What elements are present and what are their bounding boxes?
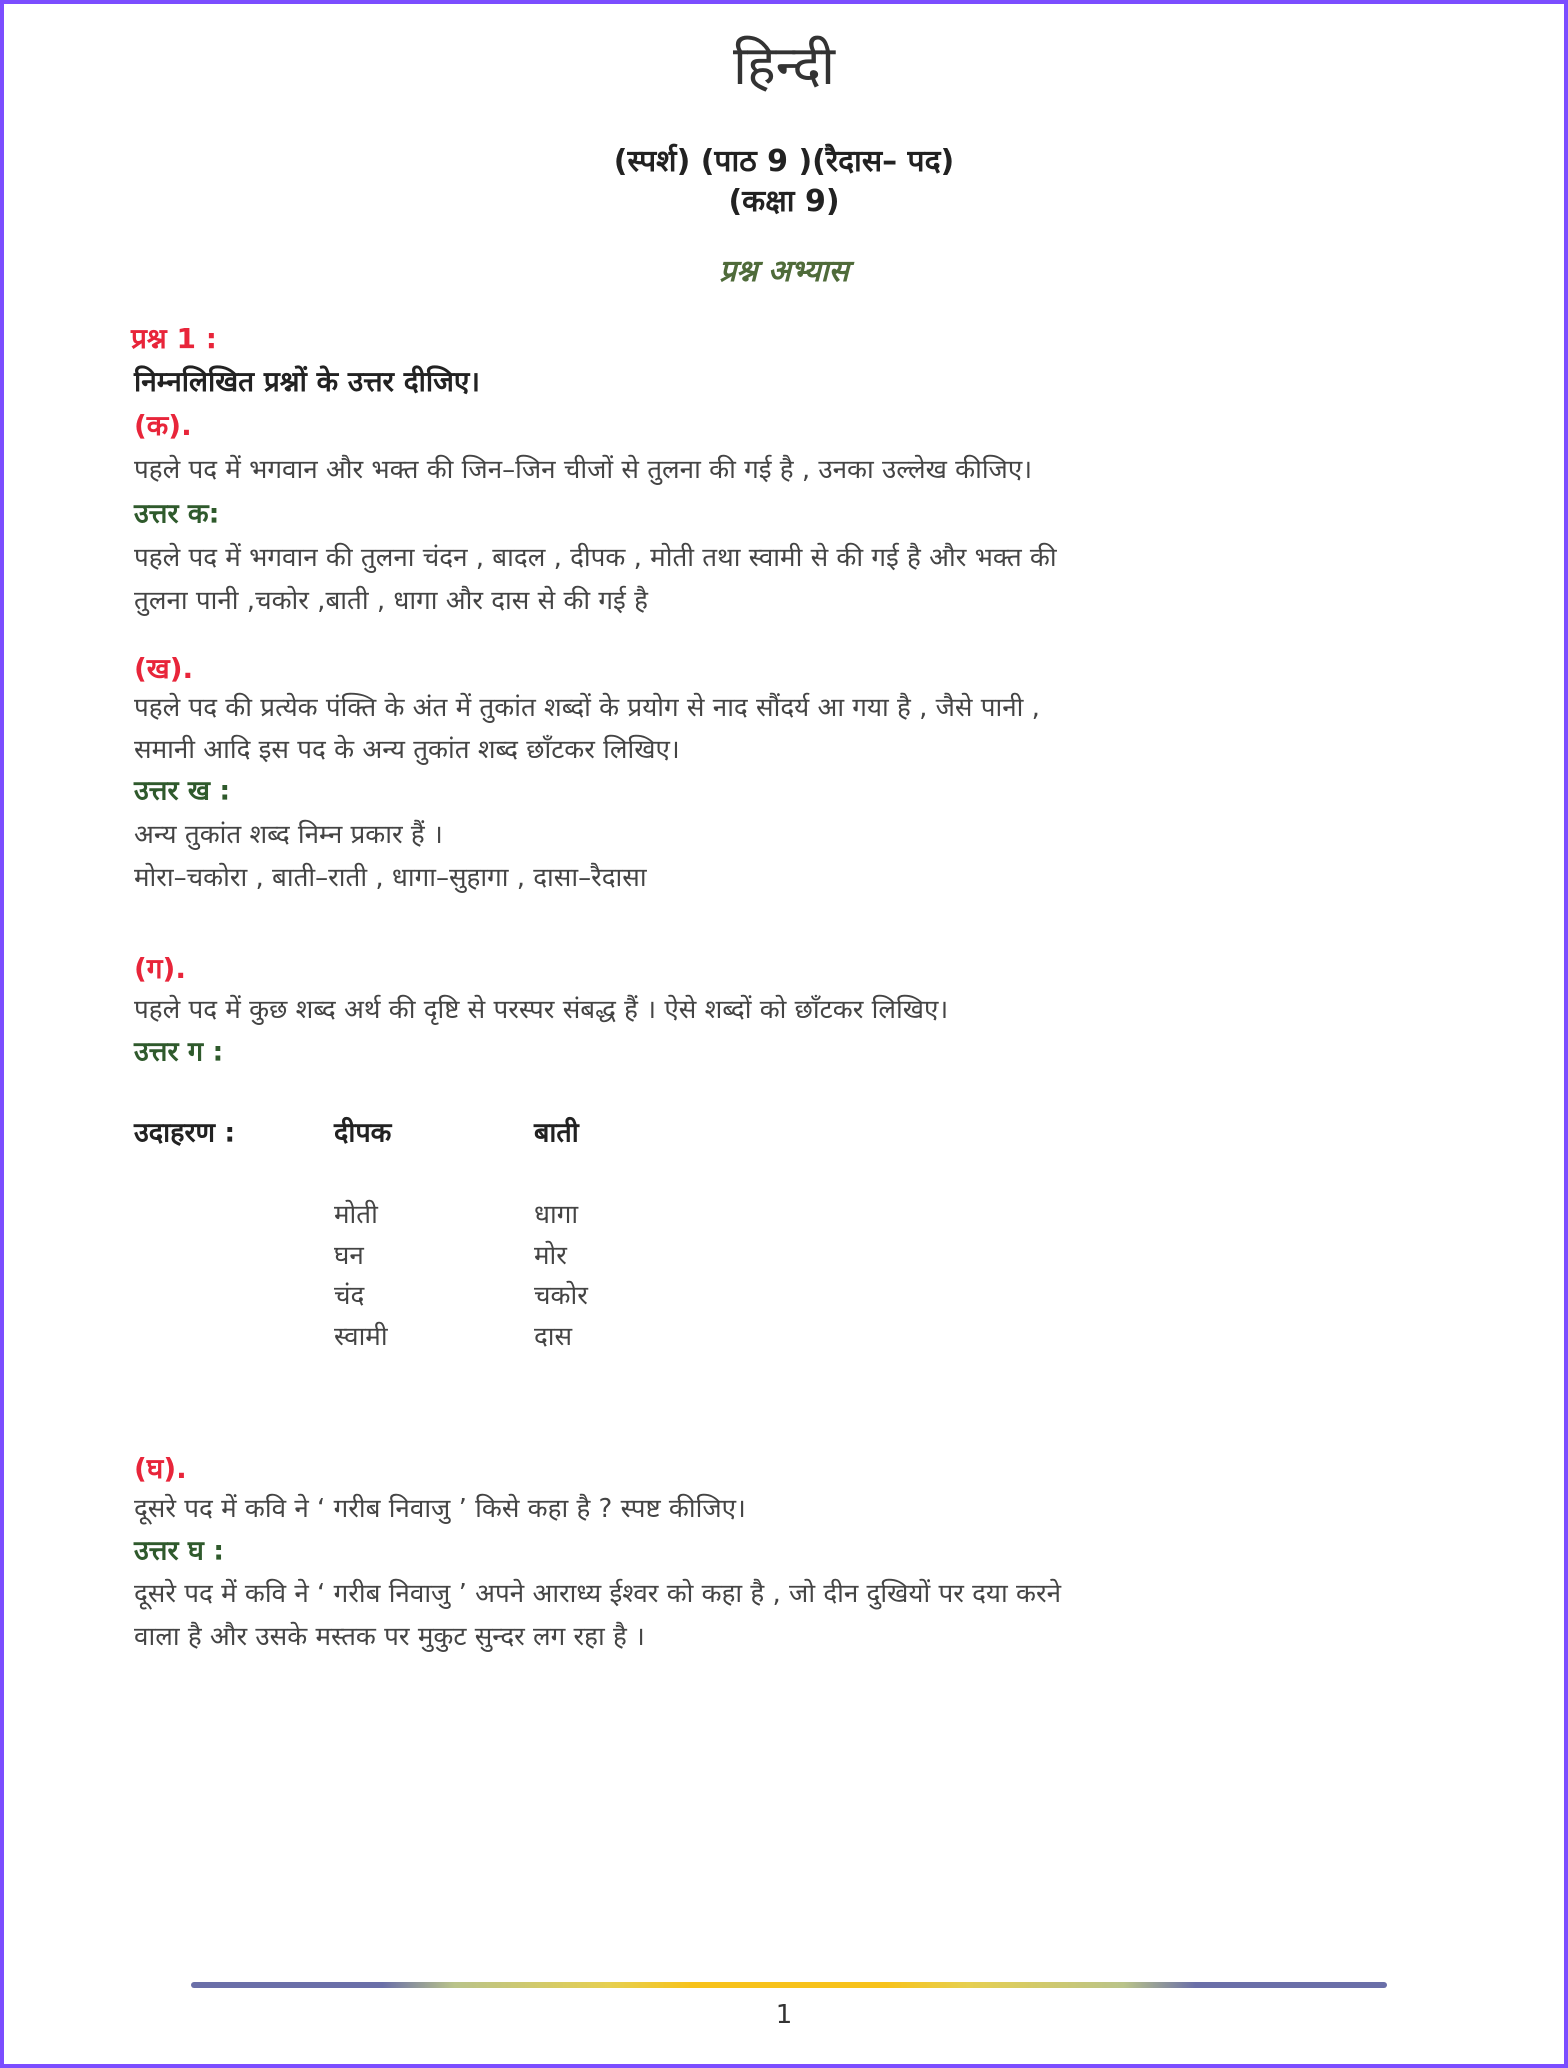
- part-question-kha: पहले पद की प्रत्येक पंक्ति के अंत में तुकांत शब्दों के प्रयोग से नाद सौंदर्य आ गया है , जैसे पानी ,: [134, 693, 1040, 723]
- part-question-kha: समानी आदि इस पद के अन्य तुकांत शब्द छाँटकर लिखिए।: [134, 735, 680, 765]
- example-col2-header: बाती: [534, 1117, 579, 1149]
- example-cell: मोर: [534, 1241, 567, 1271]
- answer-label-ga: उत्तर ग :: [134, 1036, 224, 1068]
- part-label-gha: (घ).: [134, 1452, 187, 1485]
- part-label-kha: (ख).: [134, 652, 194, 685]
- lesson-subtitle: (स्पर्श) (पाठ 9 )(रैदास– पद): [613, 144, 955, 179]
- part-label-ga: (ग).: [134, 952, 186, 985]
- part-label-ka: (क).: [134, 409, 192, 442]
- example-cell: स्वामी: [334, 1322, 388, 1352]
- example-col1-header: दीपक: [334, 1117, 392, 1149]
- answer-text-ka: तुलना पानी ,चकोर ,बाती , धागा और दास से की गई है: [134, 586, 648, 616]
- example-cell: धागा: [534, 1200, 579, 1230]
- example-label: उदाहरण :: [134, 1117, 236, 1149]
- part-question-ga: पहले पद में कुछ शब्द अर्थ की दृष्टि से परस्पर संबद्ध हैं । ऐसे शब्दों को छाँटकर लिखिए।: [134, 995, 949, 1025]
- page-title: हिन्दी: [732, 34, 835, 97]
- question-instruction: निम्नलिखित प्रश्नों के उत्तर दीजिए।: [134, 365, 480, 398]
- answer-text-gha: वाला है और उसके मस्तक पर मुकुट सुन्दर लग रहा है ।: [134, 1622, 645, 1652]
- answer-label-gha: उत्तर घ :: [134, 1535, 225, 1567]
- answer-text-gha: दूसरे पद में कवि ने ‘ गरीब निवाजु ’ अपने आराध्य ईश्वर को कहा है , जो दीन दुखियों पर दया करने: [134, 1579, 1062, 1609]
- answer-label-ka: उत्तर क:: [134, 498, 220, 530]
- footer-divider: [191, 1982, 1387, 1988]
- example-cell: दास: [534, 1322, 573, 1352]
- answer-label-kha: उत्तर ख :: [134, 775, 231, 807]
- example-cell: मोती: [334, 1200, 378, 1230]
- page-number: 1: [775, 2000, 793, 2030]
- example-cell: घन: [334, 1241, 364, 1271]
- question-label: प्रश्न 1 :: [131, 322, 217, 355]
- answer-text-kha: मोरा–चकोरा , बाती–राती , धागा–सुहागा , दासा–रैदासा: [134, 863, 647, 893]
- example-cell: चंद: [334, 1281, 365, 1311]
- part-question-ka: पहले पद में भगवान और भक्त की जिन–जिन चीजों से तुलना की गई है , उनका उल्लेख कीजिए।: [134, 455, 1033, 485]
- part-question-gha: दूसरे पद में कवि ने ‘ गरीब निवाजु ’ किसे कहा है ? स्पष्ट कीजिए।: [134, 1494, 746, 1524]
- example-cell: चकोर: [534, 1281, 588, 1311]
- class-subtitle: (कक्षा 9): [728, 184, 840, 219]
- answer-text-ka: पहले पद में भगवान की तुलना चंदन , बादल , दीपक , मोती तथा स्वामी से की गई है और भक्त की: [134, 543, 1057, 573]
- section-heading: प्रश्न अभ्यास: [719, 254, 849, 289]
- answer-text-kha: अन्य तुकांत शब्द निम्न प्रकार हैं ।: [134, 820, 443, 850]
